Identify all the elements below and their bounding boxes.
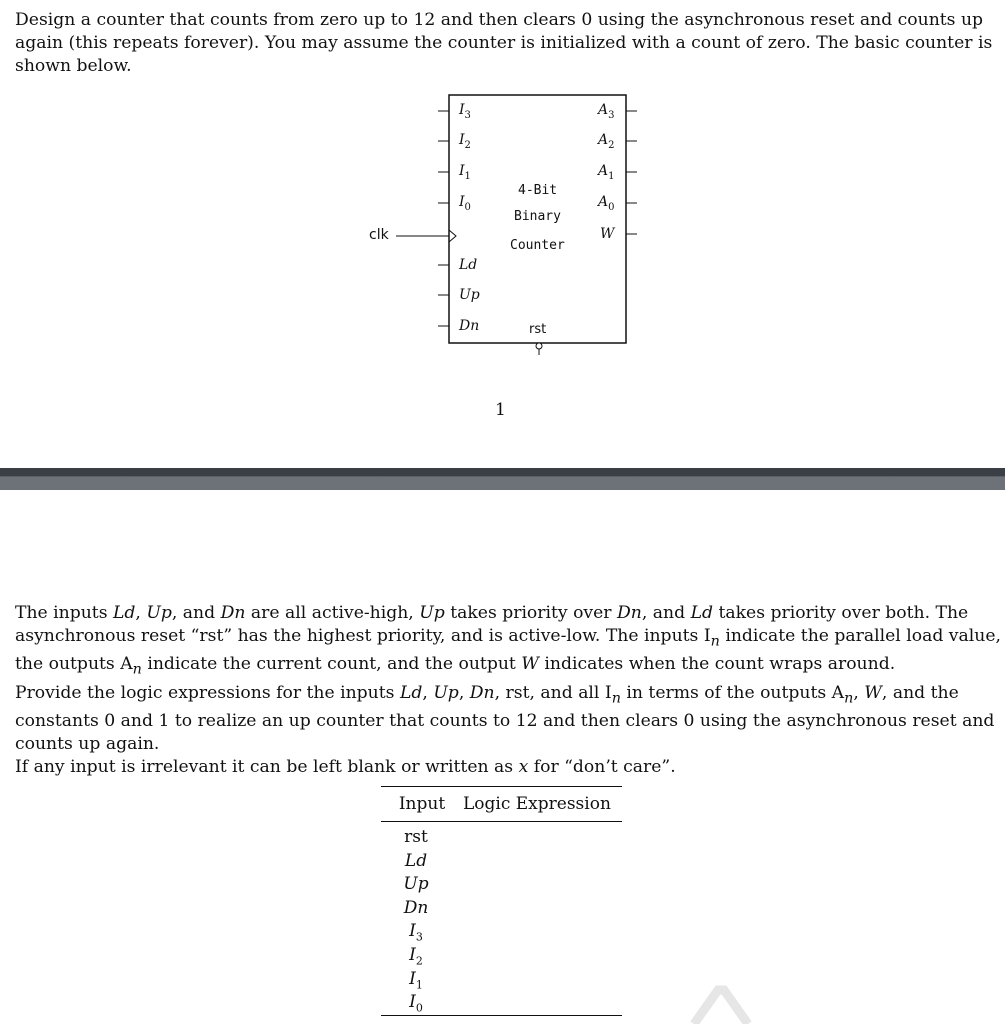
input-label-i0: $I_0$	[459, 194, 471, 213]
counter-title-line: Binary	[514, 209, 561, 224]
table-row: rst	[404, 827, 428, 847]
table-row: Ld	[404, 850, 428, 871]
intro-line: Design a counter that counts from zero up to 12 and then clears 0 using the asynchronous reset and counts up	[15, 10, 984, 30]
table-row: $I_1$	[409, 968, 423, 991]
table-row: $I_2$	[409, 944, 423, 968]
output-label-a2: $A_2$	[598, 132, 615, 151]
answer-table	[381, 786, 622, 1016]
control-label-up: Up	[459, 287, 480, 303]
table-body	[381, 822, 622, 1016]
reset-bubble	[536, 343, 542, 349]
watermark-icon	[690, 984, 760, 1024]
counter-title-line: 4-Bit	[518, 183, 558, 198]
table-row: Dn	[403, 897, 429, 918]
header-logic-expression: Logic Expression	[463, 794, 611, 814]
clock-label: clk	[369, 227, 389, 243]
body-line: counts up again.	[15, 734, 160, 755]
control-label-ld: Ld	[459, 257, 478, 273]
body-line: the outputs $A_n$ indicate the current count, and the output W indicates when the count wraps around.	[15, 654, 896, 678]
output-label-w: W	[600, 226, 615, 242]
problem-body	[15, 602, 1001, 779]
input-label-i3: $I_3$	[459, 102, 471, 121]
clock-triangle	[449, 230, 456, 242]
constant-one: 1	[495, 400, 506, 420]
table-row: $I_3$	[409, 921, 423, 944]
reset-label: rst	[529, 322, 547, 337]
page-divider	[0, 468, 1005, 490]
body-line: If any input is irrelevant it can be left blank or written as x for “don’t care”.	[15, 757, 676, 778]
intro-line: shown below.	[15, 56, 132, 76]
body-line: constants 0 and 1 to realize an up counter that counts to 12 and then clears 0 using the asynchronous reset and	[15, 711, 995, 732]
control-label-dn: Dn	[459, 318, 480, 334]
input-label-i2: $I_2$	[459, 132, 471, 151]
counter-title-line: Counter	[510, 238, 565, 253]
table-row: Up	[403, 874, 429, 895]
body-line: Provide the logic expressions for the inputs Ld, Up, Dn, rst, and all $I_n$ in terms of the outputs $A_n$, W, and the	[15, 682, 959, 707]
table-header	[381, 787, 622, 822]
output-label-a3: $A_3$	[598, 102, 615, 121]
body-line: The inputs Ld, Up, and Dn are all active-high, Up takes priority over Dn, and Ld takes priority over both. The	[15, 603, 969, 623]
input-label-i1: $I_1$	[459, 163, 471, 182]
body-line: asynchronous reset “rst” has the highest priority, and is active-low. The inputs $I_n$ indicate the parallel load value,	[15, 626, 1001, 650]
output-label-a1: $A_1$	[598, 163, 615, 182]
table-row: $I_0$	[409, 992, 423, 1015]
output-label-a0: $A_0$	[598, 194, 615, 213]
intro-line: again (this repeats forever). You may assume the counter is initialized with a count of zero. The basic counter is	[15, 33, 993, 53]
header-input: Input	[398, 794, 446, 814]
